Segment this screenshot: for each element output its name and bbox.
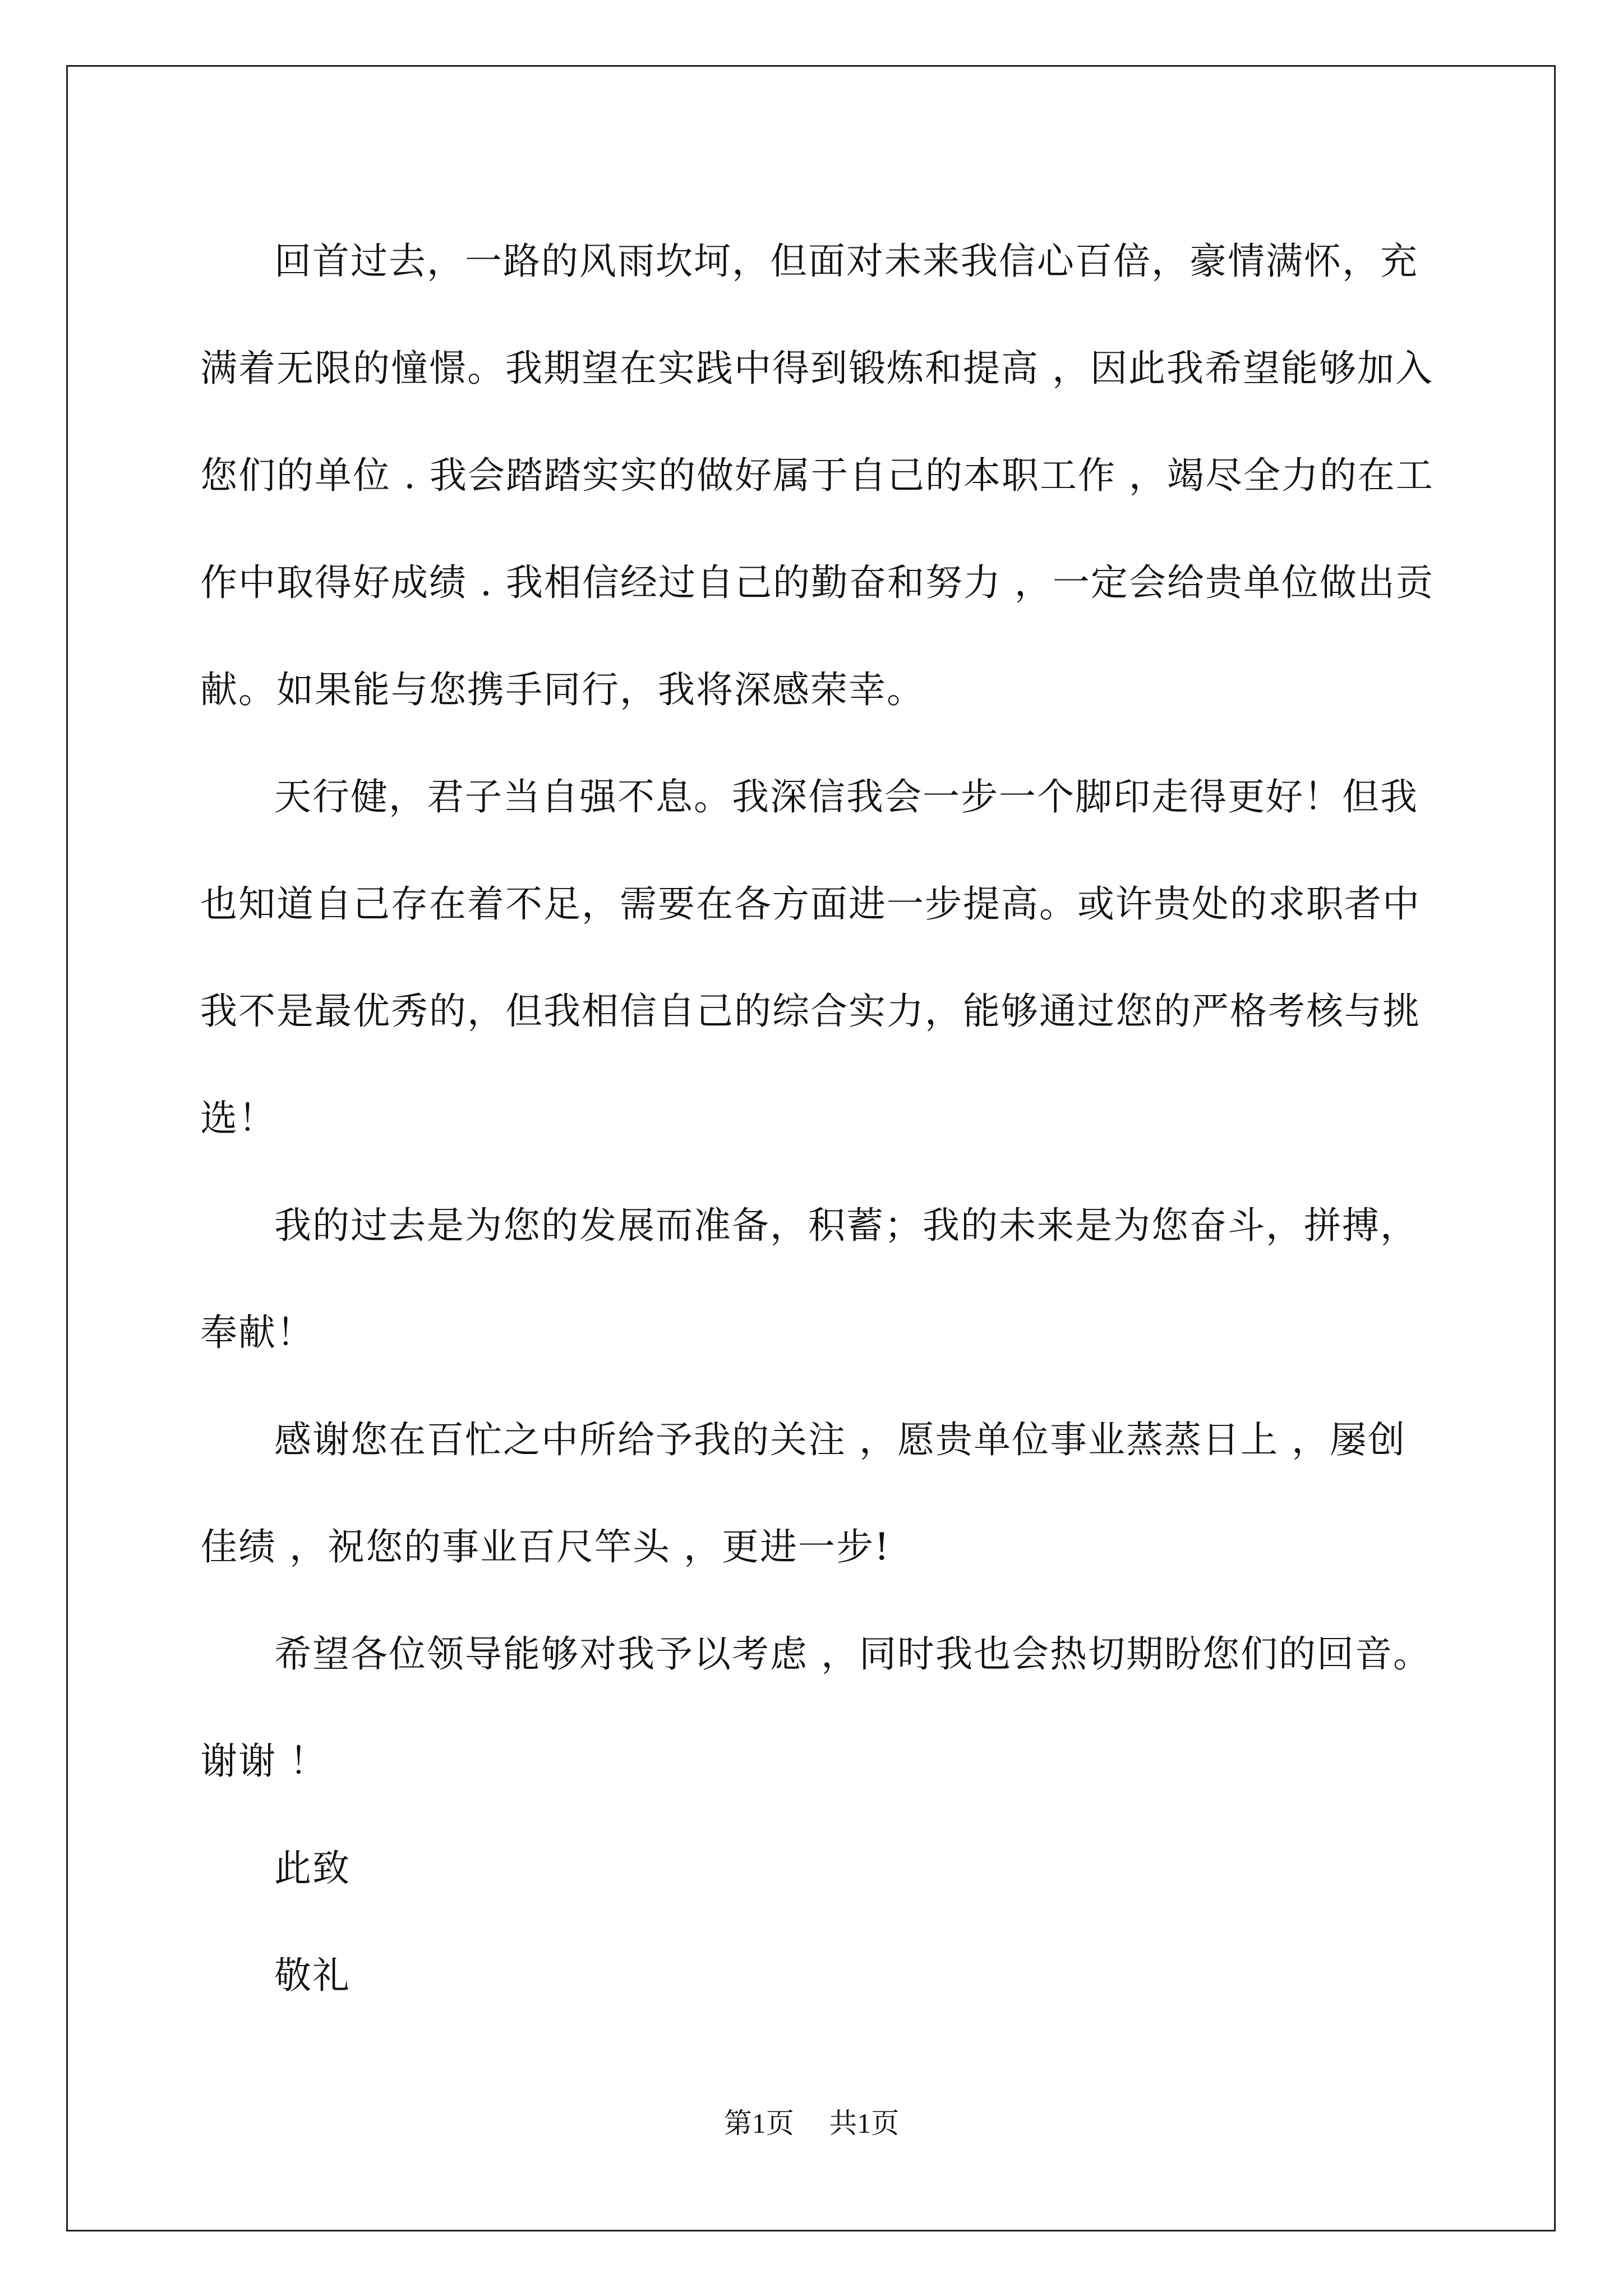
page-number-total: 共1页: [829, 2108, 900, 2139]
closing-salutation: 此致: [274, 1847, 351, 1890]
closing-regards: 敬礼: [274, 1954, 351, 1997]
page-number-current: 第1页: [723, 2108, 794, 2139]
paragraph-4: 感谢您在百忙之中所给予我的关注 ，愿贵单位事业蒸蒸日上 ，屡创佳绩 ，祝您的事业百尺竿头 ，更进一步!: [200, 1418, 1406, 1568]
page-footer: [0, 2101, 1623, 2141]
paragraph-5: 希望各位领导能够对我予以考虑 ，同时我也会热切期盼您们的回音。谢谢 ！: [200, 1632, 1431, 1783]
paragraph-2: 天行健，君子当自强不息。我深信我会一步一个脚印走得更好！但我也知道自己存在着不足，需要在各方面进一步提高。或许贵处的求职者中我不是最优秀的，但我相信自己的综合实力，能够通过您的严格考核与挑选！: [200, 775, 1421, 1140]
paragraph-1: 回首过去，一路的风雨坎坷，但面对未来我信心百倍，豪情满怀，充满着无限的憧憬。我期望在实践中得到锻炼和提高 ，因此我希望能够加入您们的单位 . 我会踏踏实实的做好属于自己的本职工作 ，竭尽全力的在工作中取得好成绩 . 我相信经过自己的勤奋和努力 ，一定会给贵单位做出贡献。如果能与您携手同行，我将深感荣幸。: [200, 240, 1434, 711]
letter-body: [200, 208, 1440, 2029]
paragraph-3: 我的过去是为您的发展而准备，积蓄；我的未来是为您奋斗，拼搏，奉献！: [200, 1204, 1418, 1354]
